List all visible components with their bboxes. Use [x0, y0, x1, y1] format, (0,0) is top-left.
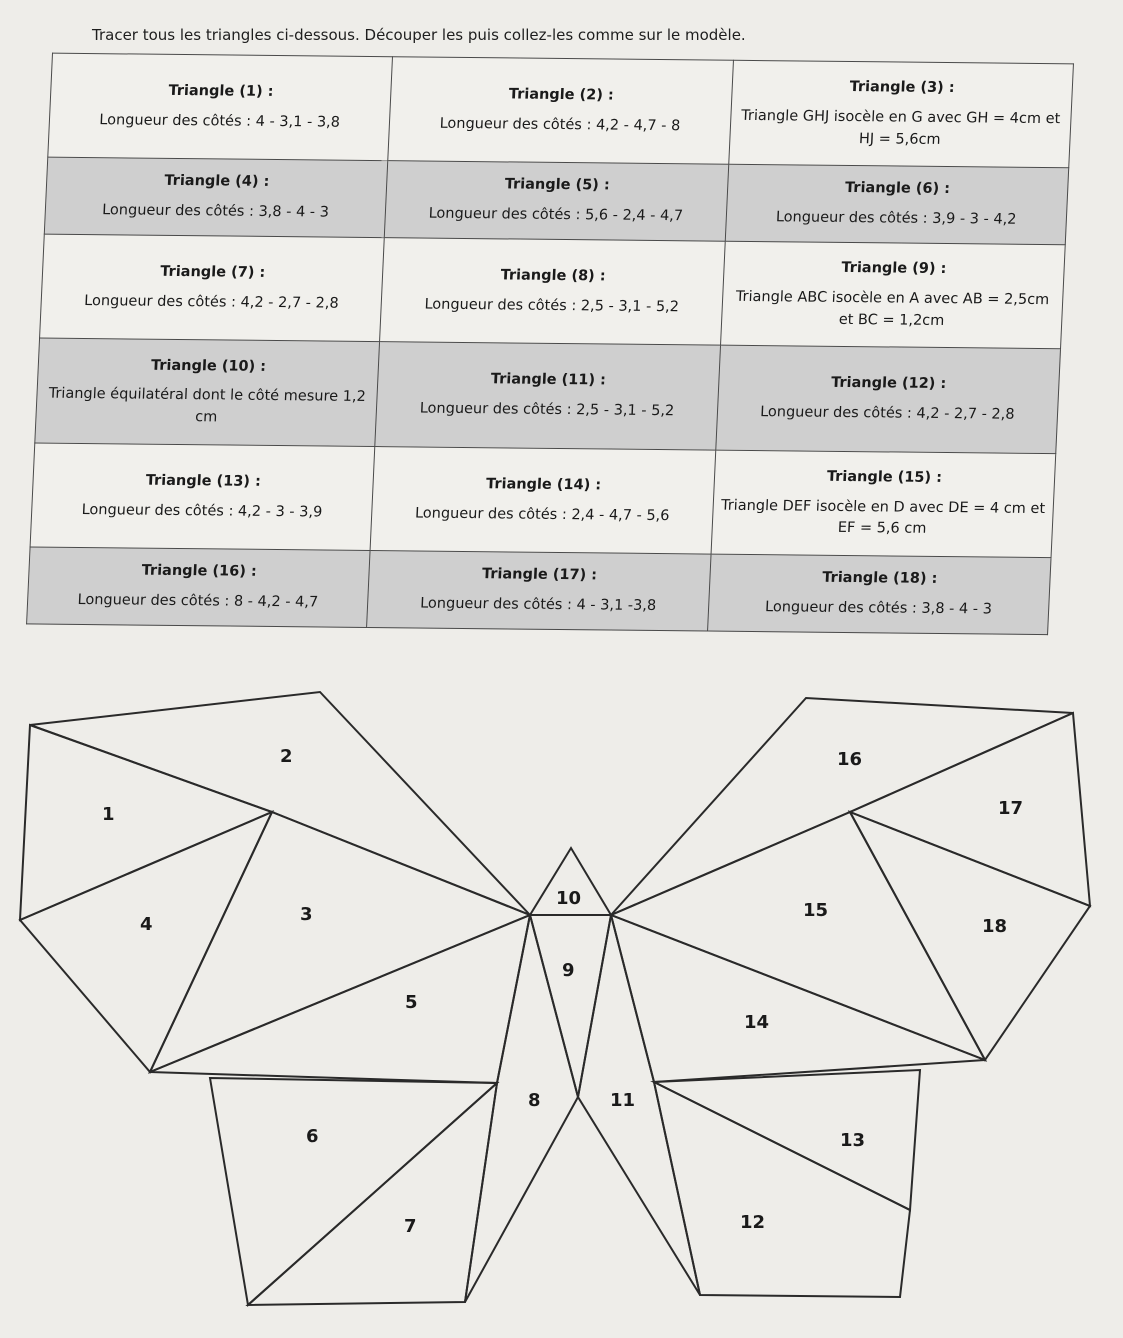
cell-body: Longueur des côtés : 2,5 - 3,1 - 5,2: [419, 400, 675, 420]
figure-label-1: 1: [102, 804, 115, 825]
cell-body: Longueur des côtés : 5,6 - 2,4 - 4,7: [428, 205, 684, 225]
figure-label-14: 14: [744, 1012, 770, 1033]
table-cell-triangle-17: [367, 551, 711, 631]
table-cell-triangle-6: [725, 165, 1069, 245]
table-cell-triangle-10: [35, 339, 380, 447]
table-cell-triangle-4: [44, 157, 388, 237]
table-cell-triangle-7: [40, 234, 385, 342]
cell-body: Longueur des côtés : 4,2 - 2,7 - 2,8: [759, 404, 1015, 423]
triangle-shape-6: [210, 1078, 497, 1305]
figure-label-15: 15: [803, 900, 829, 921]
triangle-shape-4: [20, 812, 272, 1072]
table-row: [27, 547, 1051, 634]
triangle-shape-13: [654, 1070, 920, 1210]
table-row: [30, 443, 1056, 558]
cell-body: Triangle équilatéral dont le côté mesure 1,2 cm: [48, 385, 367, 426]
triangle-shape-18: [850, 812, 1090, 1060]
triangle-number-labels: [102, 746, 1023, 1237]
figure-label-8: 8: [528, 1090, 541, 1111]
cell-body: Longueur des côtés : 4 - 3,1 - 3,8: [98, 111, 341, 131]
figure-label-11: 11: [610, 1090, 636, 1111]
triangle-shape-5: [150, 915, 530, 1083]
table-row: [40, 234, 1066, 349]
cell-body: Longueur des côtés : 4 - 3,1 -3,8: [419, 595, 657, 615]
cell-body: Longueur des côtés : 3,8 - 4 - 3: [764, 599, 993, 618]
butterfly-triangle-figure: [0, 670, 1123, 1338]
triangle-spec-table: [26, 53, 1074, 635]
table-cell-triangle-13: [30, 443, 375, 551]
table-cell-triangle-9: [720, 241, 1065, 349]
cell-title: Triangle (15) :: [826, 468, 943, 486]
table-cell-triangle-14: [370, 446, 715, 554]
table-cell-triangle-16: [27, 547, 371, 627]
cell-title: Triangle (7) :: [159, 263, 266, 281]
figure-label-5: 5: [405, 992, 418, 1013]
cell-title: Triangle (3) :: [849, 79, 955, 97]
cell-title: Triangle (10) :: [150, 357, 267, 375]
instruction-text: Tracer tous les triangles ci-dessous. Découper les puis collez-les comme sur le modèle.: [92, 26, 746, 44]
cell-title: Triangle (8) :: [500, 267, 606, 285]
table-row: [35, 339, 1061, 454]
triangle-shape-3: [150, 812, 530, 1072]
table-cell-triangle-18: [707, 554, 1051, 634]
table-row: [48, 53, 1074, 168]
figure-label-6: 6: [306, 1126, 319, 1147]
cell-body: Longueur des côtés : 3,9 - 3 - 4,2: [775, 209, 1017, 228]
table-cell-triangle-15: [711, 450, 1056, 558]
table-cell-triangle-5: [385, 161, 729, 241]
cell-title: Triangle (1) :: [168, 82, 274, 100]
table-cell-triangle-12: [715, 346, 1060, 454]
table-cell-triangle-2: [388, 57, 733, 165]
cell-title: Triangle (5) :: [504, 176, 611, 194]
cell-title: Triangle (12) :: [830, 375, 947, 393]
cell-body: Longueur des côtés : 4,2 - 4,7 - 8: [439, 115, 681, 134]
table-cell-triangle-1: [48, 53, 393, 161]
triangle-shape-9: [530, 915, 611, 1097]
cell-title: Triangle (17) :: [481, 566, 598, 584]
figure-label-17: 17: [998, 798, 1024, 819]
cell-title: Triangle (4) :: [164, 173, 270, 191]
cell-title: Triangle (6) :: [844, 180, 951, 198]
figure-label-13: 13: [840, 1130, 866, 1151]
cell-body: Triangle DEF isocèle en D avec DE = 4 cm et EF = 5,6 cm: [720, 497, 1046, 538]
cell-title: Triangle (2) :: [508, 86, 615, 104]
table-cell-triangle-3: [728, 60, 1073, 168]
cell-body: Longueur des côtés : 4,2 - 2,7 - 2,8: [83, 292, 340, 312]
cell-body: Longueur des côtés : 8 - 4,2 - 4,7: [77, 592, 319, 611]
cell-title: Triangle (13) :: [145, 472, 262, 490]
figure-label-18: 18: [982, 916, 1008, 937]
figure-label-3: 3: [300, 904, 313, 925]
cell-title: Triangle (11) :: [490, 371, 607, 389]
triangle-shape-7: [248, 1083, 497, 1305]
figure-label-2: 2: [280, 746, 293, 767]
cell-body: Triangle ABC isocèle en A avec AB = 2,5cm et BC = 1,2cm: [735, 288, 1050, 329]
figure-label-12: 12: [740, 1212, 766, 1233]
cell-body: Longueur des côtés : 2,5 - 3,1 - 5,2: [424, 296, 680, 316]
cell-title: Triangle (18) :: [821, 570, 938, 588]
cell-title: Triangle (16) :: [141, 562, 258, 581]
figure-label-9: 9: [562, 960, 575, 981]
table-cell-triangle-11: [375, 342, 720, 450]
cell-body: Triangle GHJ isocèle en G avec GH = 4cm et HJ = 5,6cm: [740, 107, 1061, 148]
figure-label-7: 7: [404, 1216, 417, 1237]
figure-label-4: 4: [140, 914, 153, 935]
cell-body: Longueur des côtés : 2,4 - 4,7 - 5,6: [414, 504, 670, 524]
triangle-shape-14: [611, 915, 985, 1082]
cell-title: Triangle (14) :: [485, 475, 602, 494]
figure-label-16: 16: [837, 749, 863, 770]
table-cell-triangle-8: [380, 238, 725, 346]
cell-title: Triangle (9) :: [841, 260, 947, 278]
table-row: [44, 157, 1068, 244]
triangle-shape-11: [578, 915, 700, 1295]
figure-label-10: 10: [556, 888, 582, 909]
cell-body: Longueur des côtés : 4,2 - 3 - 3,9: [81, 501, 323, 521]
triangle-shape-12: [654, 1082, 910, 1297]
cell-body: Longueur des côtés : 3,8 - 4 - 3: [101, 202, 330, 221]
